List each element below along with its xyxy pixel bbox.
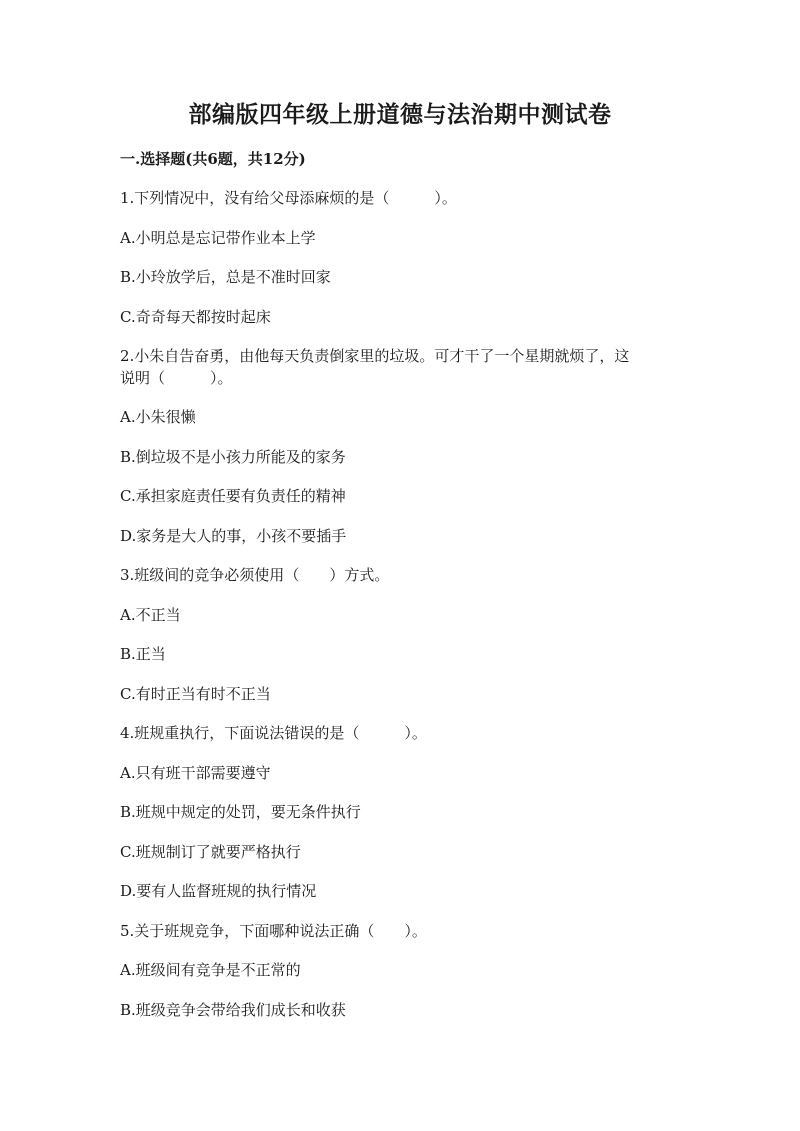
question-2-option-c: C.承担家庭责任要有负责任的精神 [120, 487, 346, 505]
question-2-option-d: D.家务是大人的事，小孩不要插手 [120, 527, 347, 545]
question-2-option-a: A.小朱很懒 [120, 408, 196, 426]
question-4-option-a: A.只有班干部需要遵守 [120, 764, 271, 782]
question-3-option-a: A.不正当 [120, 606, 181, 624]
question-2-stem-line-2: 说明（ ）。 [120, 369, 233, 387]
question-4-option-d: D.要有人监督班规的执行情况 [120, 882, 317, 900]
question-5-option-a: A.班级间有竞争是不正常的 [120, 961, 301, 979]
question-2-option-b: B.倒垃圾不是小孩力所能及的家务 [120, 448, 346, 466]
question-3-stem: 3.班级间的竞争必须使用（ ）方式。 [120, 566, 390, 584]
question-1-option-b: B.小玲放学后，总是不准时回家 [120, 268, 331, 286]
question-5-option-b: B.班级竞争会带给我们成长和收获 [120, 1001, 346, 1019]
question-3-option-c: C.有时正当有时不正当 [120, 685, 271, 703]
question-2-stem-line-1: 2.小朱自告奋勇，由他每天负责倒家里的垃圾。可才干了一个星期就烦了，这 [120, 347, 630, 365]
question-1-option-c: C.奇奇每天都按时起床 [120, 308, 271, 326]
question-1-option-a: A.小明总是忘记带作业本上学 [120, 229, 316, 247]
page-title: 部编版四年级上册道德与法治期中测试卷 [188, 101, 612, 128]
question-3-option-b: B.正当 [120, 645, 166, 663]
question-1-stem: 1.下列情况中，没有给父母添麻烦的是（ ）。 [120, 189, 457, 207]
question-4-stem: 4.班规重执行，下面说法错误的是（ ）。 [120, 724, 427, 742]
section-header: 一.选择题(共6题，共12分) [120, 150, 306, 168]
question-5-stem: 5.关于班规竞争，下面哪种说法正确（ ）。 [120, 922, 427, 940]
question-4-option-b: B.班规中规定的处罚，要无条件执行 [120, 803, 361, 821]
question-4-option-c: C.班规制订了就要严格执行 [120, 843, 301, 861]
